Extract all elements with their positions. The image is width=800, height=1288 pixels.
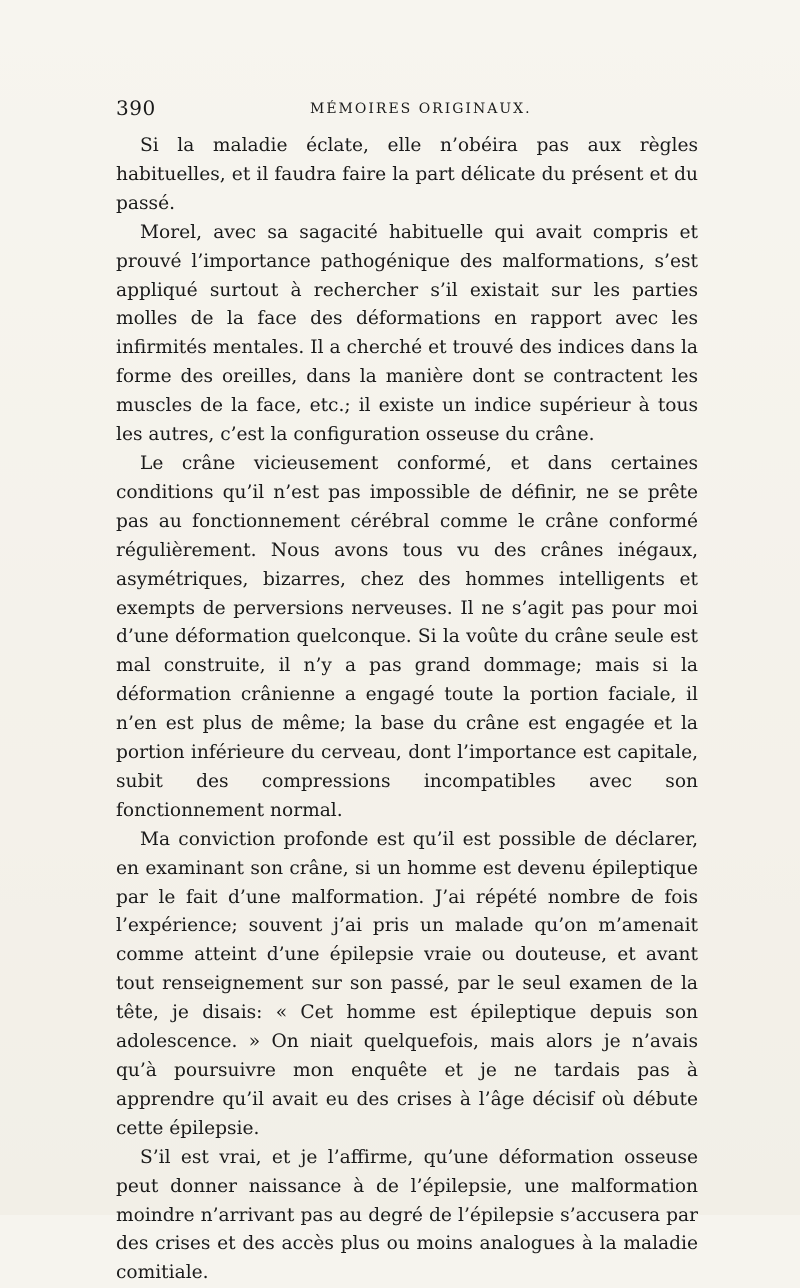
- paragraph-3: Le crâne vicieusement conformé, et dans certaines conditions qu’il n’est pas impossible de définir, ne se prête pas au fonctionnement cérébral comme le crâne conformé régulièrement. Nous avons tous vu des crânes inégaux, asymétriques, bizarres, chez des hommes intelligents et exempts de perversions nerveuses. Il ne s’agit pas pour moi d’une déformation quelconque. Si la voûte du crâne seule est mal construite, il n’y a pas grand dommage; mais si la déformation crânienne a engagé toute la portion faciale, il n’en est plus de même; la base du crâne est engagée et la portion inférieure du cerveau, dont l’importance est capitale, subit des compressions incompatibles avec son fonctionnement normal.: [116, 452, 698, 821]
- paragraph-5: S’il est vrai, et je l’affirme, qu’une déformation osseuse peut donner naissance à de l’épilepsie, une malformation moindre n’arrivant pas au degré de l’épilepsie s’accusera par des crises et des accès plus ou moins analogues à la maladie comitiale.: [116, 1146, 698, 1284]
- body-text: [116, 132, 698, 1288]
- page-header: [116, 98, 696, 128]
- page-number: 390: [116, 96, 156, 120]
- paragraph-1: Si la maladie éclate, elle n’obéira pas aux règles habituelles, et il faudra faire la part délicate du présent et du passé.: [116, 135, 698, 214]
- paragraph-4: Ma conviction profonde est qu’il est possible de déclarer, en examinant son crâne, si un homme est devenu épileptique par le fait d’une malformation. J’ai répété nombre de fois l’expérience; souvent j’ai pris un malade qu’on m’amenait comme atteint d’une épilepsie vraie ou douteuse, et avant tout renseignement sur son passé, par le seul examen de la tête, je disais: « Cet homme est épileptique depuis son adolescence. » On niait quelquefois, mais alors je n’avais qu’à poursuivre mon enquête et je ne tardais pas à apprendre qu’il avait eu des crises à l’âge décisif où débute cette épilepsie.: [116, 828, 698, 1139]
- paragraph-2: Morel, avec sa sagacité habituelle qui avait compris et prouvé l’importance pathogénique des malformations, s’est appliqué surtout à rechercher s’il existait sur les parties molles de la face des déformations en rapport avec les infirmités mentales. Il a cherché et trouvé des indices dans la forme des oreilles, dans la manière dont se contractent les muscles de la face, etc.; il existe un indice supérieur à tous les autres, c’est la configuration osseuse du crâne.: [116, 221, 698, 446]
- running-title: MÉMOIRES ORIGINAUX.: [310, 101, 532, 117]
